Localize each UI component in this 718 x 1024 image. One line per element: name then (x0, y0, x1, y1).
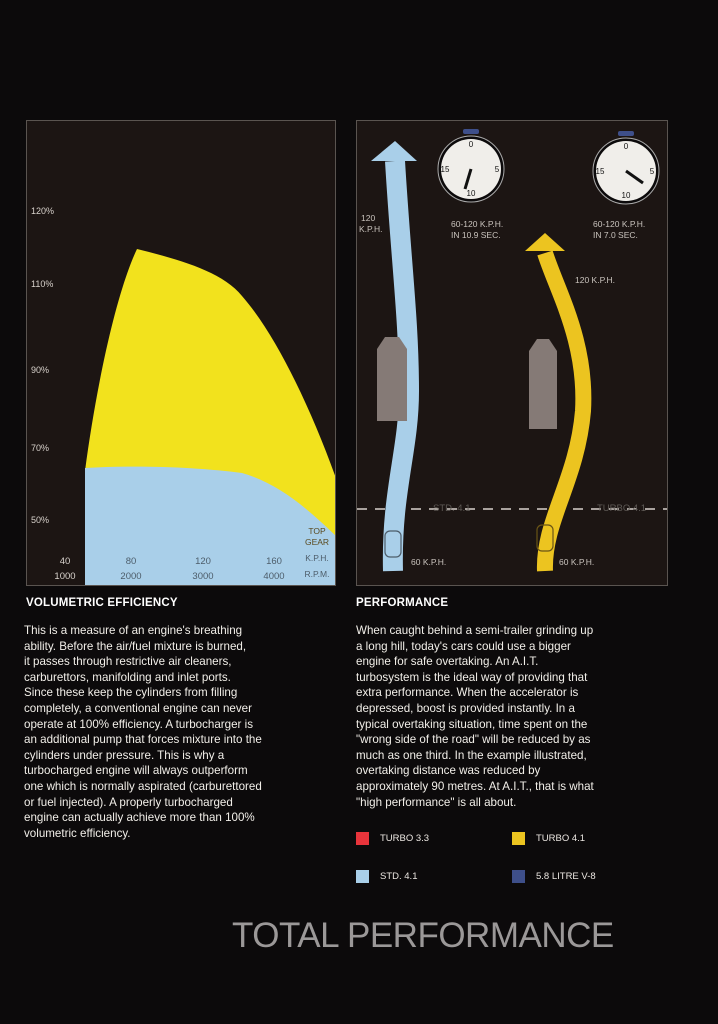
rpm-tick-3000: 3000 (192, 571, 214, 582)
engine-legend (356, 832, 686, 892)
legend-swatch (512, 832, 525, 845)
performance_section-line: typical overtaking situation, time spent on the (356, 717, 588, 731)
turbo-lane-label: TURBO 4.1 (597, 503, 647, 514)
legend-label: TURBO 3.3 (380, 833, 430, 844)
volumetric_section-line: or fuel injected). A properly turbocharged (24, 795, 233, 809)
volumetric_section-line: one which is normally aspirated (carburettored (24, 779, 262, 793)
std-time-label-1: 60-120 K.P.H. (451, 219, 504, 229)
rpm-tick-4000: 4000 (263, 571, 285, 582)
legend-label: TURBO 4.1 (536, 833, 586, 844)
svg-text:5: 5 (649, 167, 655, 176)
volumetric_section-line: Since these keep the cylinders from filling (24, 686, 238, 700)
axis-label-kph: K.P.H. (305, 553, 329, 563)
performance-title: PERFORMANCE (356, 597, 449, 609)
svg-text:0: 0 (468, 140, 474, 149)
performance_section-line: engine for safe overtaking. An A.I.T. (356, 655, 539, 669)
volumetric-efficiency-body (24, 623, 344, 841)
volumetric_section-line: cylinders under pressure. This is why a (24, 748, 225, 762)
performance-body (356, 623, 676, 810)
volumetric_section-line: carburettors, manifolding and inlet ports. (24, 670, 231, 684)
svg-text:10: 10 (466, 189, 476, 198)
performance-diagram (356, 120, 668, 586)
kph-tick-40: 40 (59, 556, 71, 567)
legend-item-std-4-1 (356, 870, 418, 883)
volumetric-efficiency-chart (26, 120, 336, 586)
legend-swatch (512, 870, 525, 883)
performance_section-line: extra performance. When the accelerator is (356, 686, 579, 700)
svg-text:15: 15 (440, 165, 450, 174)
volumetric_section-line: This is a measure of an engine's breathing (24, 624, 243, 637)
legend-item-5-8-litre-v8 (512, 870, 596, 883)
rpm-tick-2000: 2000 (120, 571, 142, 582)
kph-tick-80: 80 (125, 556, 137, 567)
stopwatch-standard-icon (438, 129, 504, 202)
performance_section-line: "wrong side of the road" will be reduced by as (356, 733, 591, 747)
turbo-time-label-1: 60-120 K.P.H. (593, 219, 646, 229)
axis-label-top: TOP (308, 526, 326, 536)
std-top-speed-2: K.P.H. (359, 224, 383, 234)
axis-label-gear: GEAR (304, 537, 330, 547)
volumetric_section-line: volumetric efficiency. (24, 826, 131, 840)
std-lane-label: STD. 4.1 (433, 503, 471, 514)
legend-swatch (356, 870, 369, 883)
y-tick-70: 70% (31, 443, 50, 453)
std-start-speed: 60 K.P.H. (411, 557, 447, 567)
semi-trailer-icon (377, 337, 407, 421)
legend-swatch (356, 832, 369, 845)
svg-text:0: 0 (623, 142, 629, 151)
page-title: TOTAL PERFORMANCE (232, 916, 614, 955)
volumetric_section-line: ability. Before the air/fuel mixture is burned, (24, 639, 247, 653)
std-time-label-2: IN 10.9 SEC. (451, 230, 501, 240)
legend-item-turbo-3-3 (356, 832, 429, 845)
y-tick-50: 50% (31, 515, 50, 525)
volumetric_section-line: operate at 100% efficiency. A turbocharger is (24, 717, 254, 731)
axis-label-rpm: R.P.M. (304, 569, 330, 579)
svg-text:5: 5 (494, 165, 500, 174)
rpm-tick-1000: 1000 (54, 571, 76, 582)
svg-text:15: 15 (595, 167, 605, 176)
legend-item-turbo-4-1 (512, 832, 585, 845)
semi-trailer-icon (529, 339, 557, 429)
stopwatch-turbo-icon (593, 131, 659, 204)
svg-text:10: 10 (621, 191, 631, 200)
performance_section-line: overtaking distance was reduced by (356, 764, 541, 778)
performance_section-line: a long hill, today's cars could use a bigger (356, 639, 571, 653)
legend-label: 5.8 LITRE V-8 (536, 871, 596, 882)
performance_section-line: When caught behind a semi-trailer grinding up (356, 624, 594, 637)
volumetric_section-line: engine can actually achieve more than 100% (24, 811, 255, 825)
performance_section-line: depressed, boost is provided instantly. In a (356, 701, 575, 715)
volumetric_section-line: it passes through restrictive air cleaners, (24, 655, 232, 669)
turbo-top-speed: 120 K.P.H. (575, 275, 616, 285)
performance_section-line: approximately 90 metres. At A.I.T., that is what (356, 779, 594, 793)
turbo-start-speed: 60 K.P.H. (559, 557, 595, 567)
y-tick-120: 120% (31, 206, 55, 216)
legend-label: STD. 4.1 (380, 871, 418, 882)
volumetric_section-line: an additional pump that forces mixture into the (24, 733, 262, 747)
volumetric_section-line: turbocharged engine will always outperform (24, 764, 248, 778)
y-tick-110: 110% (31, 279, 54, 289)
performance_section-line: turbosystem is the ideal way of providing that (356, 670, 588, 684)
performance_section-line: much as one third. In the example illustrated, (356, 748, 587, 762)
std-top-speed-1: 120 (361, 213, 376, 223)
performance_section-line: "high performance" is all about. (356, 795, 517, 809)
turbo-time-label-2: IN 7.0 SEC. (593, 230, 638, 240)
kph-tick-160: 160 (266, 556, 282, 567)
kph-tick-120: 120 (195, 556, 211, 567)
volumetric_section-line: completely, a conventional engine can never (24, 701, 252, 715)
volumetric-efficiency-title: VOLUMETRIC EFFICIENCY (26, 597, 178, 609)
y-tick-90: 90% (31, 365, 50, 375)
